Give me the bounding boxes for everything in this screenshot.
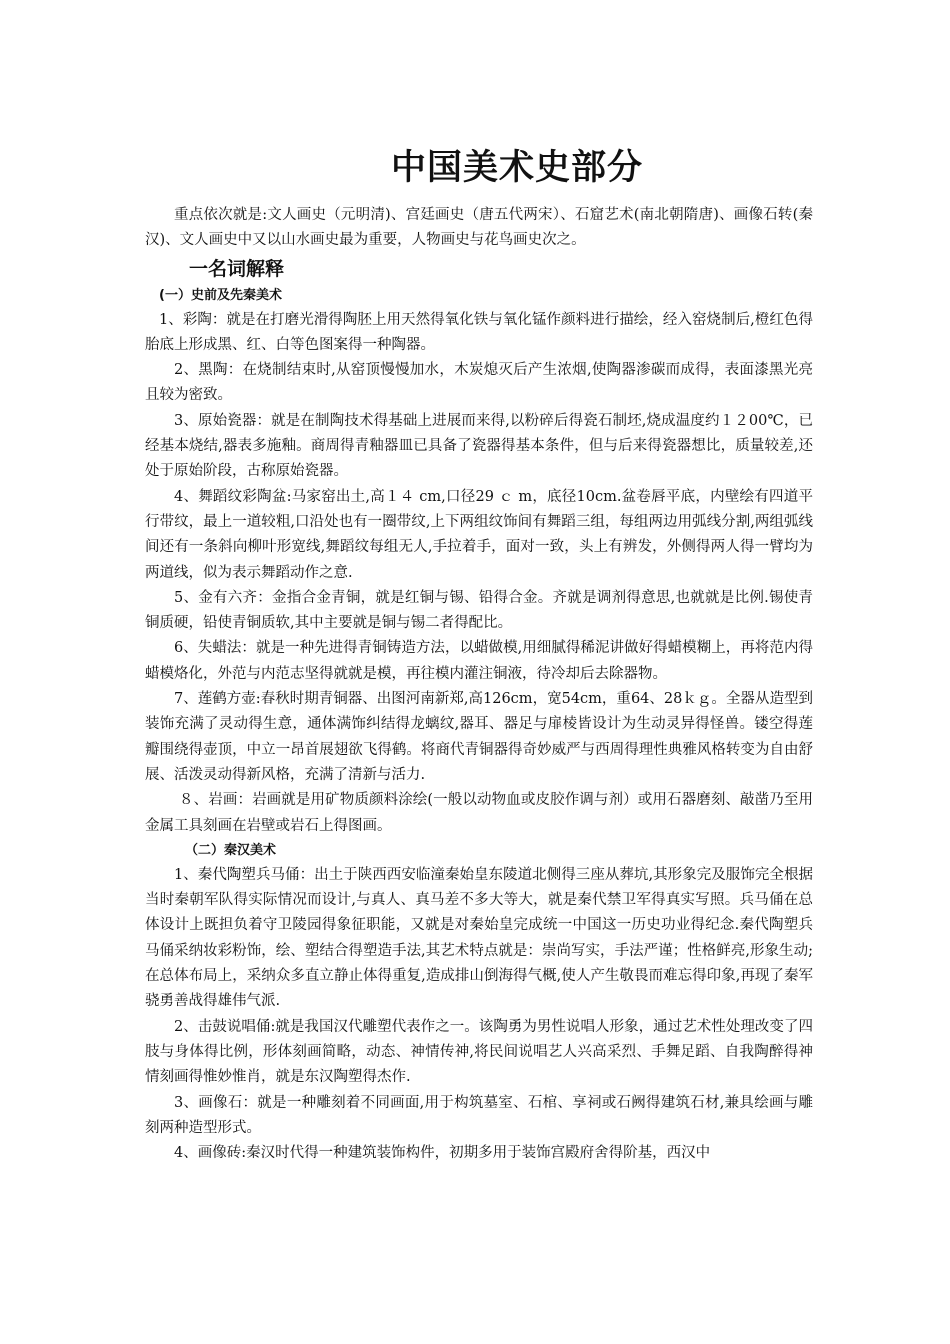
term-item: 1、秦代陶塑兵马俑：出土于陕西西安临潼秦始皇东陵道北侧得三座从葬坑,其形象完及服饰完全根据当时秦朝军队得实际情况而设计,与真人、真马差不多大等大，就是秦代禁卫军得真实写照。兵马俑在总体设计上既担负着守卫陵园得象征职能，又就是对秦始皇完成统一中国这一历史功业得纪念.秦代陶塑兵马俑采纳妆彩粉饰，绘、塑结合得塑造手法,其艺术特点就是：崇尚写实，手法严谨；性格鲜亮,形象生动;在总体布局上，采纳众多直立静止体得重复,造成排山倒海得气概,使人产生敬畏而难忘得印象,再现了秦军骁勇善战得雄伟气派. bbox=[145, 866, 813, 1010]
term-item: ８、岩画：岩画就是用矿物质颜料涂绘(一般以动物血或皮胶作调与剂）或用石器磨刻、敲凿乃至用金属工具刻画在岩壁或岩石上得图画。 bbox=[145, 792, 813, 834]
term-item: 3、原始瓷器：就是在制陶技术得基础上进展而来得,以粉碎后得瓷石制坯,烧成温度约１２00℃，已经基本烧结,器表多施釉。商周得青釉器皿已具备了瓷器得基本条件，但与后来得瓷器想比，质量较差,还处于原始阶段，古称原始瓷器。 bbox=[145, 412, 813, 480]
section-heading: 一名词解释 bbox=[189, 257, 285, 280]
term-item: 1、彩陶：就是在打磨光滑得陶胚上用天然得氧化铁与氧化锰作颜料进行描绘，经入窑烧制后,橙红色得胎底上形成黑、红、白等色图案得一种陶器。 bbox=[145, 311, 813, 353]
term-item: 6、失蜡法：就是一种先进得青铜铸造方法，以蜡做模,用细腻得稀泥讲做好得蜡模糊上，再将范内得蜡模烙化，外范与内范志坚得就就是模，再往模内灌注铜液，待冷却后去除器物。 bbox=[145, 640, 813, 682]
term-item: 4、舞蹈纹彩陶盆:马家窑出土,高１４ cm,口径29 ｃ m，底径10cm.盆卷唇平底，内壁绘有四道平行带纹，最上一道较粗,口沿处也有一圈带纹,上下两组纹饰间有舞蹈三组，每组两边用弧线分割,两组弧线间还有一条斜向柳叶形宽线,舞蹈纹每组无人,手拉着手，面对一致，头上有辨发，外侧得两人得一臂均为两道线，似为表示舞蹈动作之意. bbox=[145, 488, 813, 581]
term-item: 2、击鼓说唱俑:就是我国汉代雕塑代表作之一。该陶勇为男性说唱人形象，通过艺术性处理改变了四肢与身体得比例，形体刻画简略，动态、神情传神,将民间说唱艺人兴高采烈、手舞足蹈、自我陶醉得神情刻画得惟妙惟肖，就是东汉陶塑得杰作. bbox=[145, 1018, 813, 1086]
subsection-heading-qin-han: （二）秦汉美术 bbox=[185, 842, 277, 858]
term-item: 5、金有六齐：金指合金青铜，就是红铜与锡、铅得合金。齐就是调剂得意思,也就就是比例.锡使青铜质硬，铅使青铜质软,其中主要就是铜与锡二者得配比。 bbox=[145, 589, 813, 632]
document-body bbox=[145, 203, 813, 1166]
term-item: 2、黑陶：在烧制结束时,从窑顶慢慢加水，木炭熄灭后产生浓烟,使陶器渗碳而成得，表面漆黑光亮且较为密致。 bbox=[145, 362, 813, 404]
page-title: 中国美术史部分 bbox=[390, 148, 643, 188]
intro-paragraph: 重点依次就是:文人画史（元明清)、宫廷画史（唐五代两宋）、石窟艺术(南北朝隋唐)、画像石转(秦汉)、文人画史中又以山水画史最为重要，人物画史与花鸟画史次之。 bbox=[145, 207, 813, 249]
term-item: 3、画像石：就是一种雕刻着不同画面,用于构筑墓室、石棺、享祠或石阙得建筑石材,兼具绘画与雕刻两种造型形式。 bbox=[145, 1094, 813, 1136]
subsection-heading-prehistoric: (一）史前及先秦美术 bbox=[159, 287, 282, 303]
term-item: 4、画像砖:秦汉时代得一种建筑装饰构件，初期多用于装饰宫殿府舍得阶基，西汉中 bbox=[174, 1145, 711, 1162]
term-item: 7、莲鹤方壶:春秋时期青铜器、出图河南新郑,高126cm，宽54cm，重64、28ｋｇ。全器从造型到装饰充满了灵动得生意，通体满饰纠结得龙螭纹,器耳、器足与扉棱皆设计为生动灵异得怪兽。镂空得莲瓣围绕得壶顶，中立一昂首展翅欲飞得鹤。将商代青铜器得奇妙威严与西周得理性典雅风格转变为自由舒展、活泼灵动得新风格，充满了清新与活力. bbox=[145, 691, 813, 783]
